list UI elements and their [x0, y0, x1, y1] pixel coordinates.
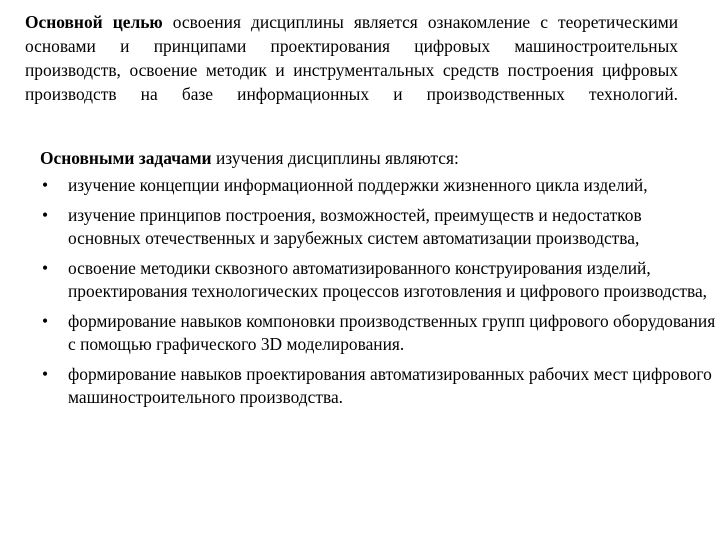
task-item-text: освоение методики сквозного автоматизированного конструирования изделий, проектирования технологических процессов изготовления и цифрового производства, [68, 258, 708, 301]
task-item-text: формирование навыков компоновки производственных групп цифрового оборудования с помощью графического 3D моделирования. [68, 311, 716, 354]
goal-bold-lead: Основной целью [25, 12, 163, 32]
tasks-bold-lead: Основными задачами [40, 148, 212, 168]
task-item [40, 204, 718, 250]
task-item [40, 363, 718, 409]
task-item-text: изучение концепции информационной поддержки жизненного цикла изделий, [68, 175, 648, 195]
task-item-text: формирование навыков проектирования автоматизированных рабочих мест цифрового машиностроительного производства. [68, 364, 712, 407]
bullet-icon: • [42, 205, 49, 225]
tasks-title [40, 147, 718, 170]
bullet-icon: • [42, 364, 49, 384]
goal-text-last: производственных технологий. [426, 84, 678, 104]
task-item [40, 174, 718, 197]
bullet-icon: • [42, 175, 49, 195]
task-item [40, 257, 718, 303]
goal-text: освоения дисциплины является ознакомление с теоретическими основами и принципами проектирования цифровых машиностроительных производств, освоение методик и инструментальных средств построения цифровых производств на базе информационных и [25, 12, 679, 104]
task-item [40, 310, 718, 356]
task-list [40, 174, 718, 409]
task-item-text: изучение принципов построения, возможностей, преимуществ и недостатков основных отечественных и зарубежных систем автоматизации производства, [68, 205, 642, 248]
tasks-title-rest: изучения дисциплины являются: [211, 148, 459, 168]
bullet-icon: • [42, 258, 49, 278]
tasks-section [40, 147, 718, 416]
goal-paragraph [25, 10, 678, 106]
bullet-icon: • [42, 311, 49, 331]
